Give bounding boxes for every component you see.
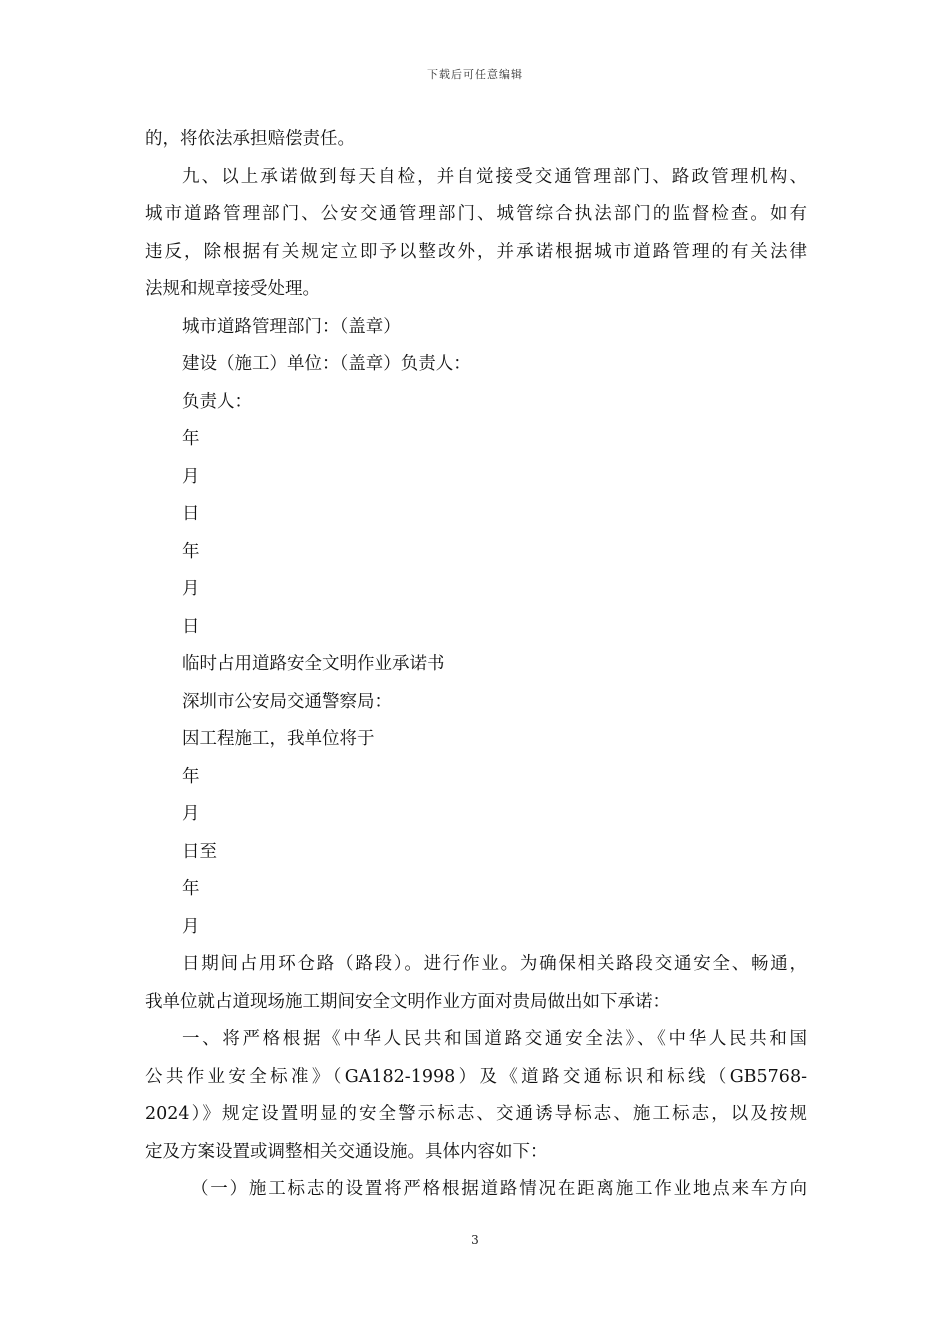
text-line: 一、将严格根据《中华人民共和国道路交通安全法》、《中华人民共和国 [182, 1029, 807, 1049]
text-line: 日 [182, 504, 200, 524]
text-line: 建设（施工）单位：（盖章）负责人： [182, 354, 471, 374]
text-line: 的，将依法承担赔偿责任。 [145, 129, 355, 149]
text-line: 日期间占用环仓路（路段）。进行作业。为确保相关路段交通安全、畅通， [182, 954, 807, 974]
text-line: 九、以上承诺做到每天自检，并自觉接受交通管理部门、路政管理机构、 [182, 166, 807, 187]
text-line: 公共作业安全标准》（GA182-1998）及《道路交通标识和标线（GB5768- [145, 1066, 807, 1087]
text-line: 城市道路管理部门：（盖章） [182, 316, 401, 337]
text-line: 年 [182, 541, 200, 562]
text-line: 深圳市公安局交通警察局： [182, 691, 392, 712]
page-header: 下载后可任意编辑 [427, 68, 523, 81]
text-line: 2024）》规定设置明显的安全警示标志、交通诱导标志、施工标志，以及按规 [145, 1104, 807, 1124]
text-line: 年 [182, 429, 200, 449]
document-body [145, 121, 807, 1209]
text-line: 月 [182, 804, 200, 824]
text-line: 日 [182, 616, 200, 637]
text-line: 年 [182, 879, 200, 899]
page-number: 3 [471, 1233, 479, 1247]
text-line: 临时占用道路安全文明作业承诺书 [182, 654, 445, 674]
text-line: （一）施工标志的设置将严格根据道路情况在距离施工作业地点来车方向 [191, 1179, 807, 1199]
text-line: 月 [182, 916, 200, 937]
text-line: 月 [182, 579, 200, 599]
text-line: 城市道路管理部门、公安交通管理部门、城管综合执法部门的监督检查。如有 [145, 204, 807, 224]
text-line: 定及方案设置或调整相关交通设施。具体内容如下： [145, 1141, 548, 1162]
text-line: 法规和规章接受处理。 [145, 279, 320, 299]
text-line: 负责人： [182, 391, 252, 412]
text-line: 违反，除根据有关规定立即予以整改外，并承诺根据城市道路管理的有关法律 [145, 241, 807, 262]
text-line: 日至 [182, 841, 217, 862]
text-line: 我单位就占道现场施工期间安全文明作业方面对贵局做出如下承诺： [145, 991, 670, 1012]
text-line: 因工程施工，我单位将于 [182, 729, 375, 749]
text-line: 年 [182, 766, 200, 787]
text-line: 月 [182, 466, 200, 487]
